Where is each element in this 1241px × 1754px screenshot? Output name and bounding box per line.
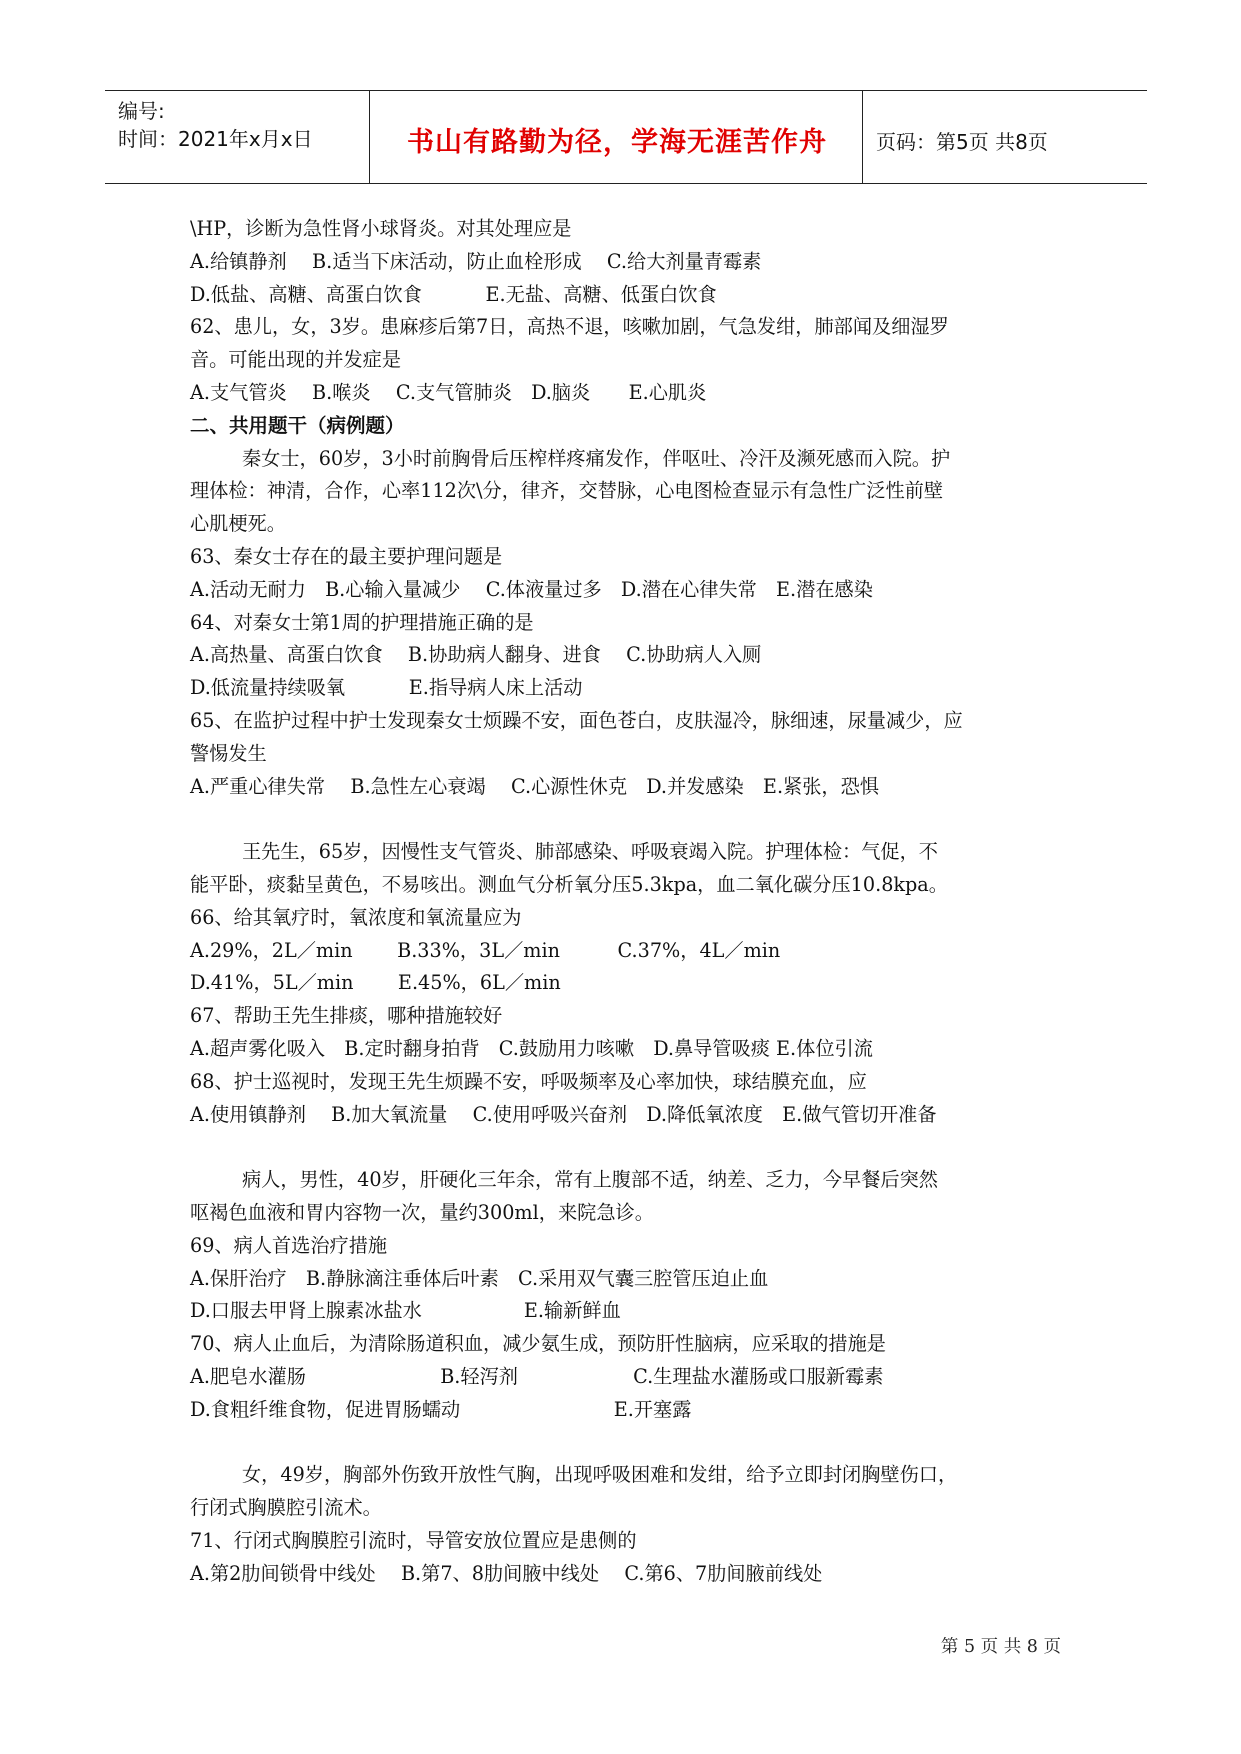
case-stem: 秦女士，60岁，3小时前胸骨后压榨样疼痛发作，伴呕吐、冷汗及濒死感而入院。护 (242, 446, 951, 470)
case-stem: 女，49岁，胸部外伤致开放性气胸，出现呼吸困难和发绀，给予立即封闭胸壁伤口， (242, 1463, 958, 1487)
question-70-options: A.肥皂水灌肠 B.轻泻剂 C.生理盐水灌肠或口服新霉素 (190, 1364, 884, 1388)
question-66: 66、给其氧疗时，氧浓度和氧流量应为 (190, 905, 522, 929)
page-footer: 第 5 页 共 8 页 (940, 1637, 1061, 1657)
question-64-options: D.低流量持续吸氧 E.指导病人床上活动 (190, 676, 583, 700)
case-stem: 呕褐色血液和胃内容物一次，量约300ml，来院急诊。 (190, 1200, 654, 1224)
case-stem: 行闭式胸膜腔引流术。 (190, 1496, 382, 1520)
document-time-label: 时间：2021年x月x日 (118, 127, 313, 151)
text-line: 音。可能出现的并发症是 (190, 348, 402, 372)
question-64: 64、对秦女士第1周的护理措施正确的是 (190, 610, 534, 634)
header-motto: 书山有路勤为径，学海无涯苦作舟 (407, 127, 827, 158)
question-65-options: A.严重心律失常 B.急性左心衰竭 C.心源性休克 D.并发感染 E.紧张，恐惧 (190, 774, 879, 798)
question-64-options: A.高热量、高蛋白饮食 B.协助病人翻身、进食 C.协助病人入厕 (190, 643, 762, 667)
header-divider-left (369, 91, 370, 183)
question-71: 71、行闭式胸膜腔引流时，导管安放位置应是患侧的 (190, 1528, 637, 1552)
question-68: 68、护士巡视时，发现王先生烦躁不安，呼吸频率及心率加快，球结膜充血，应 (190, 1069, 867, 1093)
question-65: 65、在监护过程中护士发现秦女士烦躁不安，面色苍白，皮肤湿冷，脉细速，尿量减少，应 (190, 708, 963, 732)
header-divider-right (862, 91, 863, 183)
question-69-options: D.口服去甲肾上腺素冰盐水 E.输新鲜血 (190, 1299, 621, 1323)
text-line: \HP，诊断为急性肾小球肾炎。对其处理应是 (190, 217, 572, 240)
text-line: A.支气管炎 B.喉炎 C.支气管肺炎 D.脑炎 E.心肌炎 (190, 380, 707, 404)
text-line: D.低盐、高糖、高蛋白饮食 E.无盐、高糖、低蛋白饮食 (190, 282, 717, 306)
header-top-rule (105, 90, 1147, 91)
case-stem: 能平卧，痰黏呈黄色，不易咳出。测血气分析氧分压5.3kpa，血二氧化碳分压10.8kpa。 (190, 872, 948, 896)
section-title: 二、共用题干（病例题） (190, 413, 405, 437)
question-66-options: A.29%，2L／min B.33%，3L／min C.37%，4L／min (190, 938, 781, 962)
question-70-options: D.食粗纤维食物，促进胃肠蠕动 E.开塞露 (190, 1397, 692, 1421)
spacer (190, 803, 1070, 836)
question-66-options: D.41%，5L／min E.45%，6L／min (190, 971, 561, 995)
question-65: 警惕发生 (190, 741, 267, 765)
question-69: 69、病人首选治疗措施 (190, 1233, 388, 1257)
case-stem: 王先生，65岁，因慢性支气管炎、肺部感染、呼吸衰竭入院。护理体检：气促，不 (242, 840, 938, 864)
question-68-options: A.使用镇静剂 B.加大氧流量 C.使用呼吸兴奋剂 D.降低氧浓度 E.做气管切开准备 (190, 1102, 937, 1126)
case-stem: 理体检：神清，合作，心率112次\分，律齐，交替脉，心电图检查显示有急性广泛性前壁 (190, 479, 944, 503)
question-69-options: A.保肝治疗 B.静脉滴注垂体后叶素 C.采用双气囊三腔管压迫止血 (190, 1266, 769, 1290)
text-line: 62、患儿，女，3岁。患麻疹后第7日，高热不退，咳嗽加剧，气急发绀，肺部闻及细湿罗 (190, 315, 949, 339)
document-body (190, 213, 1070, 1590)
text-line: A.给镇静剂 B.适当下床活动，防止血栓形成 C.给大剂量青霉素 (190, 249, 762, 273)
page-number-label: 页码：第5页 共8页 (876, 130, 1048, 154)
spacer (190, 1131, 1070, 1164)
question-63: 63、秦女士存在的最主要护理问题是 (190, 544, 503, 568)
question-67: 67、帮助王先生排痰，哪种措施较好 (190, 1004, 503, 1028)
spacer (190, 1426, 1070, 1459)
question-67-options: A.超声雾化吸入 B.定时翻身拍背 C.鼓励用力咳嗽 D.鼻导管吸痰 E.体位引流 (190, 1036, 873, 1060)
question-63-options: A.活动无耐力 B.心输入量减少 C.体液量过多 D.潜在心律失常 E.潜在感染 (190, 577, 873, 601)
document-number-label: 编号: (118, 99, 165, 123)
case-stem: 心肌梗死。 (190, 512, 286, 536)
question-71-options: A.第2肋间锁骨中线处 B.第7、8肋间腋中线处 C.第6、7肋间腋前线处 (190, 1561, 823, 1585)
case-stem: 病人，男性，40岁，肝硬化三年余，常有上腹部不适，纳差、乏力，今早餐后突然 (242, 1168, 938, 1192)
header-bottom-rule (105, 183, 1147, 184)
question-70: 70、病人止血后，为清除肠道积血，减少氨生成，预防肝性脑病，应采取的措施是 (190, 1332, 886, 1356)
